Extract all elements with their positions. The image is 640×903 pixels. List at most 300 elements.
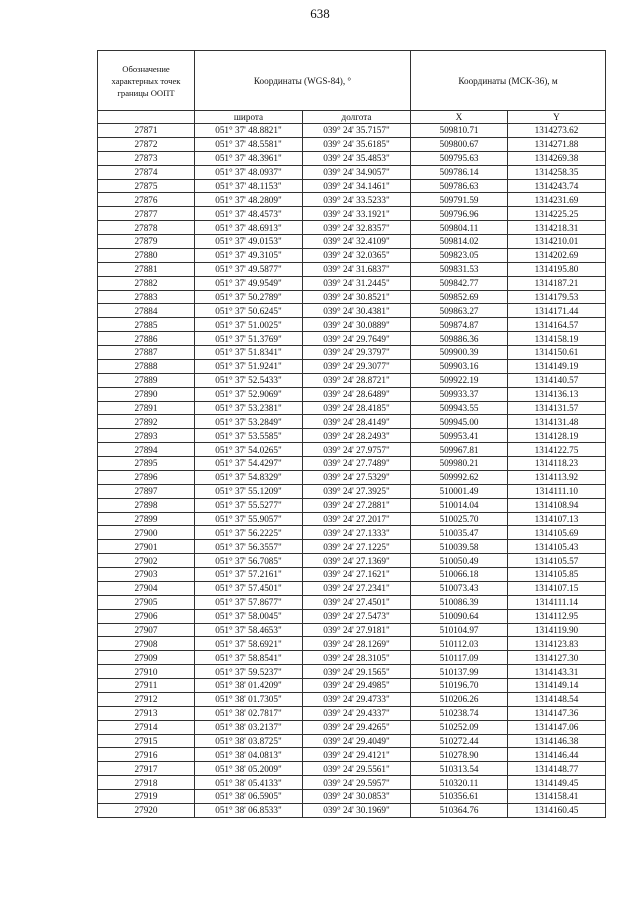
x-coordinate-cell: 510356.61 (411, 790, 508, 804)
table-row (98, 554, 606, 568)
longitude-cell: 039° 24' 28.8721" (303, 373, 411, 387)
y-coordinate-cell: 1314118.23 (508, 457, 606, 471)
y-coordinate-cell: 1314202.69 (508, 248, 606, 262)
y-header: Y (508, 111, 606, 124)
y-coordinate-cell: 1314111.10 (508, 484, 606, 498)
latitude-cell: 051° 37' 50.2789" (195, 290, 303, 304)
latitude-cell: 051° 37' 58.0045" (195, 609, 303, 623)
point-id-cell: 27900 (98, 526, 195, 540)
longitude-cell: 039° 24' 27.9181" (303, 623, 411, 637)
latitude-cell: 051° 38' 03.2137" (195, 720, 303, 734)
longitude-cell: 039° 24' 34.9057" (303, 165, 411, 179)
point-id-cell: 27873 (98, 151, 195, 165)
latitude-cell: 051° 37' 55.5277" (195, 498, 303, 512)
table-row (98, 276, 606, 290)
point-label-header: Обозначение характерных точек границы ООПТ (98, 51, 195, 111)
point-id-cell: 27894 (98, 443, 195, 457)
table-row (98, 262, 606, 276)
x-coordinate-cell: 510014.04 (411, 498, 508, 512)
point-id-cell: 27899 (98, 512, 195, 526)
point-id-cell: 27910 (98, 665, 195, 679)
y-coordinate-cell: 1314179.53 (508, 290, 606, 304)
latitude-cell: 051° 37' 59.5237" (195, 665, 303, 679)
y-coordinate-cell: 1314128.19 (508, 429, 606, 443)
y-coordinate-cell: 1314105.85 (508, 568, 606, 582)
table-header (98, 51, 606, 124)
table-row (98, 429, 606, 443)
table-row (98, 692, 606, 706)
latitude-cell: 051° 37' 55.1209" (195, 484, 303, 498)
x-coordinate-cell: 509886.36 (411, 332, 508, 346)
page-number: 638 (310, 6, 330, 21)
x-coordinate-cell: 510117.09 (411, 651, 508, 665)
x-coordinate-cell: 510039.58 (411, 540, 508, 554)
latitude-cell: 051° 37' 56.2225" (195, 526, 303, 540)
longitude-cell: 039° 24' 27.2341" (303, 581, 411, 595)
x-coordinate-cell: 510050.49 (411, 554, 508, 568)
x-coordinate-cell: 509967.81 (411, 443, 508, 457)
x-coordinate-cell: 510196.70 (411, 679, 508, 693)
x-coordinate-cell: 509980.21 (411, 457, 508, 471)
latitude-cell: 051° 37' 57.8677" (195, 595, 303, 609)
y-coordinate-cell: 1314107.13 (508, 512, 606, 526)
x-coordinate-cell: 509795.63 (411, 151, 508, 165)
table-row (98, 332, 606, 346)
point-id-cell: 27892 (98, 415, 195, 429)
longitude-cell: 039° 24' 32.8357" (303, 221, 411, 235)
point-id-cell: 27903 (98, 568, 195, 582)
point-id-cell: 27889 (98, 373, 195, 387)
table-row (98, 165, 606, 179)
table-row (98, 540, 606, 554)
point-id-cell: 27896 (98, 470, 195, 484)
latitude-cell: 051° 37' 48.2809" (195, 193, 303, 207)
latitude-cell: 051° 37' 54.0265" (195, 443, 303, 457)
longitude-cell: 039° 24' 27.1369" (303, 554, 411, 568)
x-coordinate-cell: 509800.67 (411, 137, 508, 151)
point-id-cell: 27891 (98, 401, 195, 415)
latitude-cell: 051° 37' 51.8341" (195, 346, 303, 360)
latitude-cell: 051° 37' 57.2161" (195, 568, 303, 582)
table-row (98, 568, 606, 582)
x-coordinate-cell: 509903.16 (411, 359, 508, 373)
table-row (98, 595, 606, 609)
x-coordinate-cell: 509922.19 (411, 373, 508, 387)
latitude-cell: 051° 37' 58.4653" (195, 623, 303, 637)
y-coordinate-cell: 1314231.69 (508, 193, 606, 207)
y-coordinate-cell: 1314258.35 (508, 165, 606, 179)
y-coordinate-cell: 1314143.31 (508, 665, 606, 679)
latitude-cell: 051° 37' 48.8821" (195, 124, 303, 138)
point-id-cell: 27875 (98, 179, 195, 193)
point-sub-header (98, 111, 195, 124)
table-row (98, 679, 606, 693)
y-coordinate-cell: 1314150.61 (508, 346, 606, 360)
y-coordinate-cell: 1314269.38 (508, 151, 606, 165)
table-row (98, 512, 606, 526)
point-id-cell: 27893 (98, 429, 195, 443)
y-coordinate-cell: 1314123.83 (508, 637, 606, 651)
x-coordinate-cell: 509831.53 (411, 262, 508, 276)
x-coordinate-cell: 509814.02 (411, 235, 508, 249)
x-coordinate-cell: 509943.55 (411, 401, 508, 415)
table-row (98, 193, 606, 207)
longitude-cell: 039° 24' 29.4985" (303, 679, 411, 693)
table-row (98, 484, 606, 498)
point-id-cell: 27904 (98, 581, 195, 595)
x-coordinate-cell: 510066.18 (411, 568, 508, 582)
y-coordinate-cell: 1314158.19 (508, 332, 606, 346)
point-id-cell: 27874 (98, 165, 195, 179)
longitude-cell: 039° 24' 30.0853" (303, 790, 411, 804)
point-id-cell: 27890 (98, 387, 195, 401)
latitude-header: широта (195, 111, 303, 124)
x-coordinate-cell: 509804.11 (411, 221, 508, 235)
table-row (98, 373, 606, 387)
wgs-header: Координаты (WGS-84), ° (195, 51, 411, 111)
table-row (98, 401, 606, 415)
latitude-cell: 051° 37' 51.3769" (195, 332, 303, 346)
table-row (98, 359, 606, 373)
point-id-cell: 27887 (98, 346, 195, 360)
table-row (98, 443, 606, 457)
table-row (98, 790, 606, 804)
table-row (98, 776, 606, 790)
longitude-cell: 039° 24' 32.4109" (303, 235, 411, 249)
longitude-cell: 039° 24' 33.1921" (303, 207, 411, 221)
y-coordinate-cell: 1314147.36 (508, 706, 606, 720)
latitude-cell: 051° 38' 02.7817" (195, 706, 303, 720)
y-coordinate-cell: 1314149.14 (508, 679, 606, 693)
point-id-cell: 27920 (98, 803, 195, 817)
latitude-cell: 051° 37' 48.4573" (195, 207, 303, 221)
latitude-cell: 051° 37' 49.5877" (195, 262, 303, 276)
table-row (98, 720, 606, 734)
y-coordinate-cell: 1314105.69 (508, 526, 606, 540)
point-id-cell: 27886 (98, 332, 195, 346)
point-id-cell: 27898 (98, 498, 195, 512)
latitude-cell: 051° 37' 57.4501" (195, 581, 303, 595)
latitude-cell: 051° 38' 04.0813" (195, 748, 303, 762)
latitude-cell: 051° 37' 48.0937" (195, 165, 303, 179)
y-coordinate-cell: 1314146.38 (508, 734, 606, 748)
longitude-cell: 039° 24' 28.2493" (303, 429, 411, 443)
longitude-cell: 039° 24' 29.4337" (303, 706, 411, 720)
table-row (98, 207, 606, 221)
point-id-cell: 27905 (98, 595, 195, 609)
x-coordinate-cell: 509810.71 (411, 124, 508, 138)
table-row (98, 623, 606, 637)
msk-header: Координаты (МСК-36), м (411, 51, 606, 111)
longitude-cell: 039° 24' 27.3925" (303, 484, 411, 498)
y-coordinate-cell: 1314195.80 (508, 262, 606, 276)
latitude-cell: 051° 37' 56.3557" (195, 540, 303, 554)
y-coordinate-cell: 1314147.06 (508, 720, 606, 734)
point-id-cell: 27895 (98, 457, 195, 471)
table-row (98, 346, 606, 360)
y-coordinate-cell: 1314111.14 (508, 595, 606, 609)
x-coordinate-cell: 510206.26 (411, 692, 508, 706)
header-row-main (98, 51, 606, 111)
table-row (98, 318, 606, 332)
point-id-cell: 27909 (98, 651, 195, 665)
point-id-cell: 27917 (98, 762, 195, 776)
latitude-cell: 051° 37' 50.6245" (195, 304, 303, 318)
y-coordinate-cell: 1314149.45 (508, 776, 606, 790)
x-coordinate-cell: 510252.09 (411, 720, 508, 734)
latitude-cell: 051° 37' 48.3961" (195, 151, 303, 165)
table-row (98, 290, 606, 304)
y-coordinate-cell: 1314108.94 (508, 498, 606, 512)
table-row (98, 803, 606, 817)
y-coordinate-cell: 1314158.41 (508, 790, 606, 804)
longitude-cell: 039° 24' 27.7489" (303, 457, 411, 471)
latitude-cell: 051° 38' 05.2009" (195, 762, 303, 776)
point-id-cell: 27915 (98, 734, 195, 748)
longitude-cell: 039° 24' 30.1969" (303, 803, 411, 817)
longitude-cell: 039° 24' 32.0365" (303, 248, 411, 262)
latitude-cell: 051° 38' 01.4209" (195, 679, 303, 693)
point-id-cell: 27918 (98, 776, 195, 790)
x-coordinate-cell: 510238.74 (411, 706, 508, 720)
longitude-cell: 039° 24' 31.6837" (303, 262, 411, 276)
x-coordinate-cell: 509953.41 (411, 429, 508, 443)
point-id-cell: 27877 (98, 207, 195, 221)
table-body (98, 124, 606, 818)
y-coordinate-cell: 1314105.43 (508, 540, 606, 554)
y-coordinate-cell: 1314140.57 (508, 373, 606, 387)
y-coordinate-cell: 1314210.01 (508, 235, 606, 249)
point-id-cell: 27912 (98, 692, 195, 706)
table-row (98, 748, 606, 762)
longitude-cell: 039° 24' 35.6185" (303, 137, 411, 151)
longitude-cell: 039° 24' 29.4049" (303, 734, 411, 748)
latitude-cell: 051° 38' 06.8533" (195, 803, 303, 817)
latitude-cell: 051° 37' 48.5581" (195, 137, 303, 151)
x-coordinate-cell: 510112.03 (411, 637, 508, 651)
latitude-cell: 051° 38' 01.7305" (195, 692, 303, 706)
y-coordinate-cell: 1314164.57 (508, 318, 606, 332)
y-coordinate-cell: 1314148.54 (508, 692, 606, 706)
x-coordinate-cell: 510001.49 (411, 484, 508, 498)
latitude-cell: 051° 37' 52.5433" (195, 373, 303, 387)
x-coordinate-cell: 510313.54 (411, 762, 508, 776)
longitude-cell: 039° 24' 29.4121" (303, 748, 411, 762)
x-coordinate-cell: 509933.37 (411, 387, 508, 401)
point-id-cell: 27871 (98, 124, 195, 138)
point-id-cell: 27902 (98, 554, 195, 568)
x-coordinate-cell: 509874.87 (411, 318, 508, 332)
table-row (98, 706, 606, 720)
longitude-cell: 039° 24' 27.1333" (303, 526, 411, 540)
latitude-cell: 051° 38' 06.5905" (195, 790, 303, 804)
longitude-cell: 039° 24' 27.1621" (303, 568, 411, 582)
x-coordinate-cell: 510090.64 (411, 609, 508, 623)
longitude-cell: 039° 24' 27.5473" (303, 609, 411, 623)
table-row (98, 179, 606, 193)
x-coordinate-cell: 509900.39 (411, 346, 508, 360)
longitude-cell: 039° 24' 29.3077" (303, 359, 411, 373)
latitude-cell: 051° 37' 58.8541" (195, 651, 303, 665)
table-row (98, 609, 606, 623)
point-id-cell: 27907 (98, 623, 195, 637)
latitude-cell: 051° 37' 56.7085" (195, 554, 303, 568)
point-id-cell: 27880 (98, 248, 195, 262)
y-coordinate-cell: 1314113.92 (508, 470, 606, 484)
table-row (98, 526, 606, 540)
longitude-cell: 039° 24' 34.1461" (303, 179, 411, 193)
point-id-cell: 27914 (98, 720, 195, 734)
point-id-cell: 27872 (98, 137, 195, 151)
longitude-cell: 039° 24' 30.4381" (303, 304, 411, 318)
longitude-cell: 039° 24' 30.8521" (303, 290, 411, 304)
point-id-cell: 27884 (98, 304, 195, 318)
point-id-cell: 27888 (98, 359, 195, 373)
y-coordinate-cell: 1314112.95 (508, 609, 606, 623)
table-row (98, 221, 606, 235)
latitude-cell: 051° 37' 48.1153" (195, 179, 303, 193)
x-coordinate-cell: 509863.27 (411, 304, 508, 318)
y-coordinate-cell: 1314187.21 (508, 276, 606, 290)
x-coordinate-cell: 510025.70 (411, 512, 508, 526)
table-row (98, 581, 606, 595)
longitude-cell: 039° 24' 28.6489" (303, 387, 411, 401)
x-coordinate-cell: 510364.76 (411, 803, 508, 817)
latitude-cell: 051° 37' 49.3105" (195, 248, 303, 262)
x-coordinate-cell: 510086.39 (411, 595, 508, 609)
longitude-cell: 039° 24' 27.1225" (303, 540, 411, 554)
table-row (98, 637, 606, 651)
longitude-cell: 039° 24' 29.5957" (303, 776, 411, 790)
longitude-cell: 039° 24' 28.4185" (303, 401, 411, 415)
longitude-cell: 039° 24' 30.0889" (303, 318, 411, 332)
longitude-cell: 039° 24' 29.7649" (303, 332, 411, 346)
y-coordinate-cell: 1314105.57 (508, 554, 606, 568)
coordinates-table (97, 50, 606, 818)
x-coordinate-cell: 509796.96 (411, 207, 508, 221)
x-coordinate-cell: 509992.62 (411, 470, 508, 484)
x-coordinate-cell: 509852.69 (411, 290, 508, 304)
x-header: X (411, 111, 508, 124)
point-id-cell: 27901 (98, 540, 195, 554)
point-id-cell: 27878 (98, 221, 195, 235)
longitude-cell: 039° 24' 27.9757" (303, 443, 411, 457)
table-row (98, 470, 606, 484)
latitude-cell: 051° 37' 53.5585" (195, 429, 303, 443)
longitude-cell: 039° 24' 27.5329" (303, 470, 411, 484)
y-coordinate-cell: 1314122.75 (508, 443, 606, 457)
table-row (98, 304, 606, 318)
latitude-cell: 051° 37' 53.2849" (195, 415, 303, 429)
y-coordinate-cell: 1314225.25 (508, 207, 606, 221)
longitude-cell: 039° 24' 35.7157" (303, 124, 411, 138)
x-coordinate-cell: 510320.11 (411, 776, 508, 790)
x-coordinate-cell: 509786.14 (411, 165, 508, 179)
x-coordinate-cell: 510278.90 (411, 748, 508, 762)
point-id-cell: 27911 (98, 679, 195, 693)
x-coordinate-cell: 509842.77 (411, 276, 508, 290)
latitude-cell: 051° 37' 54.8329" (195, 470, 303, 484)
longitude-cell: 039° 24' 27.4501" (303, 595, 411, 609)
y-coordinate-cell: 1314171.44 (508, 304, 606, 318)
table-row (98, 124, 606, 138)
table-row (98, 137, 606, 151)
point-id-cell: 27876 (98, 193, 195, 207)
x-coordinate-cell: 510104.97 (411, 623, 508, 637)
x-coordinate-cell: 510073.43 (411, 581, 508, 595)
y-coordinate-cell: 1314107.15 (508, 581, 606, 595)
longitude-header: долгота (303, 111, 411, 124)
longitude-cell: 039° 24' 29.1565" (303, 665, 411, 679)
longitude-cell: 039° 24' 28.3105" (303, 651, 411, 665)
y-coordinate-cell: 1314271.88 (508, 137, 606, 151)
longitude-cell: 039° 24' 29.5561" (303, 762, 411, 776)
latitude-cell: 051° 37' 49.9549" (195, 276, 303, 290)
x-coordinate-cell: 510035.47 (411, 526, 508, 540)
y-coordinate-cell: 1314119.90 (508, 623, 606, 637)
table-row (98, 457, 606, 471)
table-row (98, 235, 606, 249)
table-row (98, 498, 606, 512)
y-coordinate-cell: 1314160.45 (508, 803, 606, 817)
table-row (98, 151, 606, 165)
point-id-cell: 27881 (98, 262, 195, 276)
y-coordinate-cell: 1314243.74 (508, 179, 606, 193)
table-row (98, 762, 606, 776)
longitude-cell: 039° 24' 28.4149" (303, 415, 411, 429)
latitude-cell: 051° 37' 54.4297" (195, 457, 303, 471)
longitude-cell: 039° 24' 29.3797" (303, 346, 411, 360)
table-row (98, 651, 606, 665)
latitude-cell: 051° 37' 53.2381" (195, 401, 303, 415)
longitude-cell: 039° 24' 29.4733" (303, 692, 411, 706)
x-coordinate-cell: 509823.05 (411, 248, 508, 262)
y-coordinate-cell: 1314218.31 (508, 221, 606, 235)
longitude-cell: 039° 24' 28.1269" (303, 637, 411, 651)
latitude-cell: 051° 37' 58.6921" (195, 637, 303, 651)
point-id-cell: 27879 (98, 235, 195, 249)
x-coordinate-cell: 510137.99 (411, 665, 508, 679)
x-coordinate-cell: 510272.44 (411, 734, 508, 748)
point-id-cell: 27913 (98, 706, 195, 720)
latitude-cell: 051° 37' 55.9057" (195, 512, 303, 526)
latitude-cell: 051° 37' 52.9069" (195, 387, 303, 401)
longitude-cell: 039° 24' 31.2445" (303, 276, 411, 290)
longitude-cell: 039° 24' 33.5233" (303, 193, 411, 207)
table-row (98, 665, 606, 679)
point-id-cell: 27885 (98, 318, 195, 332)
x-coordinate-cell: 509786.63 (411, 179, 508, 193)
longitude-cell: 039° 24' 29.4265" (303, 720, 411, 734)
table-row (98, 734, 606, 748)
point-id-cell: 27916 (98, 748, 195, 762)
y-coordinate-cell: 1314131.57 (508, 401, 606, 415)
point-id-cell: 27897 (98, 484, 195, 498)
table-row (98, 248, 606, 262)
y-coordinate-cell: 1314131.48 (508, 415, 606, 429)
longitude-cell: 039° 24' 27.2017" (303, 512, 411, 526)
latitude-cell: 051° 37' 49.0153" (195, 235, 303, 249)
latitude-cell: 051° 37' 48.6913" (195, 221, 303, 235)
point-id-cell: 27906 (98, 609, 195, 623)
point-id-cell: 27883 (98, 290, 195, 304)
table-row (98, 387, 606, 401)
x-coordinate-cell: 509945.00 (411, 415, 508, 429)
longitude-cell: 039° 24' 27.2881" (303, 498, 411, 512)
y-coordinate-cell: 1314148.77 (508, 762, 606, 776)
y-coordinate-cell: 1314149.19 (508, 359, 606, 373)
point-id-cell: 27919 (98, 790, 195, 804)
